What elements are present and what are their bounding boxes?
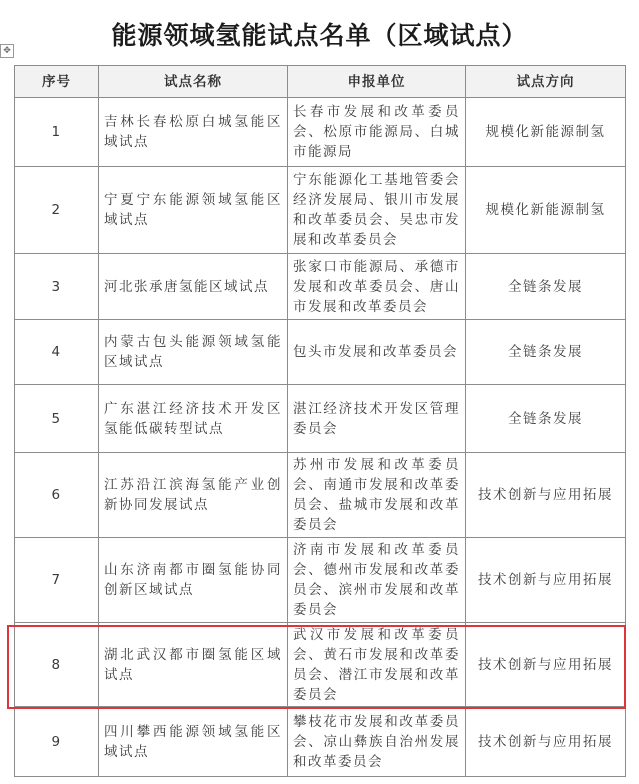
cell-unit: 长春市发展和改革委员会、松原市能源局、白城市能源局 — [288, 98, 466, 167]
cell-name: 四川攀西能源领域氢能区域试点 — [99, 707, 288, 777]
cell-direction: 全链条发展 — [466, 254, 626, 320]
cell-direction: 技术创新与应用拓展 — [466, 453, 626, 538]
cell-no: 3 — [15, 254, 99, 320]
table-move-handle-icon[interactable]: ✥ — [0, 44, 14, 58]
table-row-highlighted — [15, 623, 626, 707]
cell-name: 山东济南都市圈氢能协同创新区域试点 — [99, 538, 288, 623]
cell-no: 6 — [15, 453, 99, 538]
cell-name: 湖北武汉都市圈氢能区域试点 — [99, 623, 288, 707]
header-direction: 试点方向 — [466, 66, 626, 98]
cell-direction: 规模化新能源制氢 — [466, 98, 626, 167]
cell-direction: 全链条发展 — [466, 320, 626, 385]
cell-direction: 技术创新与应用拓展 — [466, 707, 626, 777]
cell-no: 5 — [15, 385, 99, 453]
table-row — [15, 538, 626, 623]
header-name: 试点名称 — [99, 66, 288, 98]
pilot-table — [14, 65, 626, 777]
cell-name: 广东湛江经济技术开发区氢能低碳转型试点 — [99, 385, 288, 453]
cell-unit: 湛江经济技术开发区管理委员会 — [288, 385, 466, 453]
cell-name: 河北张承唐氢能区域试点 — [99, 254, 288, 320]
cell-unit: 包头市发展和改革委员会 — [288, 320, 466, 385]
header-no: 序号 — [15, 66, 99, 98]
cell-name: 宁夏宁东能源领域氢能区域试点 — [99, 167, 288, 254]
cell-unit: 武汉市发展和改革委员会、黄石市发展和改革委员会、潜江市发展和改革委员会 — [288, 623, 466, 707]
cell-name: 吉林长春松原白城氢能区域试点 — [99, 98, 288, 167]
cell-unit: 济南市发展和改革委员会、德州市发展和改革委员会、滨州市发展和改革委员会 — [288, 538, 466, 623]
table-row — [15, 385, 626, 453]
table-header-row — [15, 66, 626, 98]
cell-unit: 攀枝花市发展和改革委员会、凉山彝族自治州发展和改革委员会 — [288, 707, 466, 777]
table-row — [15, 98, 626, 167]
table-row — [15, 453, 626, 538]
cell-direction: 技术创新与应用拓展 — [466, 538, 626, 623]
cell-direction: 规模化新能源制氢 — [466, 167, 626, 254]
cell-no: 2 — [15, 167, 99, 254]
header-unit: 申报单位 — [288, 66, 466, 98]
cell-no: 7 — [15, 538, 99, 623]
cell-unit: 苏州市发展和改革委员会、南通市发展和改革委员会、盐城市发展和改革委员会 — [288, 453, 466, 538]
cell-no: 4 — [15, 320, 99, 385]
table-row — [15, 707, 626, 777]
table-row — [15, 254, 626, 320]
cell-unit: 宁东能源化工基地管委会经济发展局、银川市发展和改革委员会、吴忠市发展和改革委员会 — [288, 167, 466, 254]
table-row — [15, 320, 626, 385]
table-row — [15, 167, 626, 254]
cell-no: 8 — [15, 623, 99, 707]
cell-no: 1 — [15, 98, 99, 167]
cell-direction: 全链条发展 — [466, 385, 626, 453]
document-title: 能源领域氢能试点名单（区域试点） — [111, 21, 528, 50]
cell-no: 9 — [15, 707, 99, 777]
cell-unit: 张家口市能源局、承德市发展和改革委员会、唐山市发展和改革委员会 — [288, 254, 466, 320]
cell-direction: 技术创新与应用拓展 — [466, 623, 626, 707]
cell-name: 江苏沿江滨海氢能产业创新协同发展试点 — [99, 453, 288, 538]
cell-name: 内蒙古包头能源领域氢能区域试点 — [99, 320, 288, 385]
